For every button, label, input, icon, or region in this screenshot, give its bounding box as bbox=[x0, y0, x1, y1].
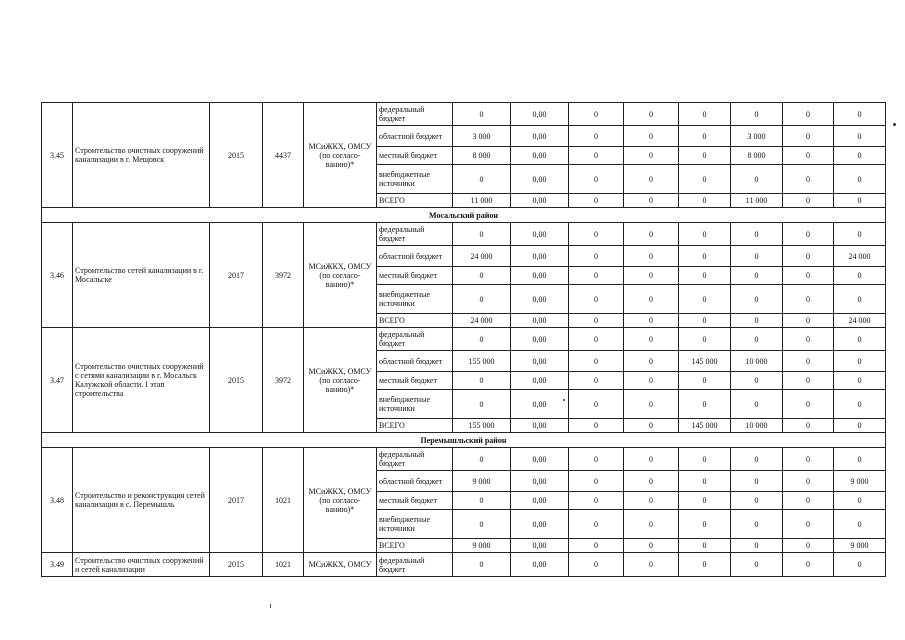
value-cell: 8 000 bbox=[731, 147, 783, 165]
value-cell: 0 bbox=[783, 267, 834, 285]
value-cell: 3 000 bbox=[453, 126, 511, 147]
value-cell: 0,00 bbox=[511, 351, 569, 372]
funding-source: федеральный бюджет bbox=[377, 328, 453, 351]
value-cell: 0 bbox=[624, 553, 679, 577]
value-cell: 0 bbox=[453, 285, 511, 314]
value-cell: 0 bbox=[679, 328, 731, 351]
funding-source: внебюджетные источники bbox=[377, 510, 453, 539]
value-cell: 9 000 bbox=[453, 471, 511, 492]
value-cell: 0 bbox=[569, 492, 624, 510]
value-cell: 0 bbox=[731, 267, 783, 285]
value-cell: 0 bbox=[624, 126, 679, 147]
value-cell: 0 bbox=[783, 165, 834, 194]
value-cell: 0 bbox=[453, 448, 511, 471]
value-cell: 0 bbox=[569, 553, 624, 577]
value-cell: 0 bbox=[569, 246, 624, 267]
value-cell: 0 bbox=[783, 285, 834, 314]
funding-source: федеральный бюджет bbox=[377, 223, 453, 246]
value-cell: 0 bbox=[453, 103, 511, 126]
funding-source: местный бюджет bbox=[377, 267, 453, 285]
project-name: Строительство очистных сооружений и сетей канализации bbox=[73, 553, 210, 577]
value-cell: 0 bbox=[679, 314, 731, 328]
value-cell: 0 bbox=[569, 328, 624, 351]
project-number: 3.47 bbox=[42, 328, 73, 433]
value-cell: 0 bbox=[569, 126, 624, 147]
value-cell: 0 bbox=[569, 448, 624, 471]
funding-source: внебюджетные источники bbox=[377, 390, 453, 419]
value-cell: 145 000 bbox=[679, 351, 731, 372]
value-cell: 0 bbox=[453, 553, 511, 577]
scan-mark bbox=[270, 604, 271, 608]
value-cell: 0 bbox=[834, 351, 886, 372]
value-cell: 0 bbox=[834, 419, 886, 433]
value-cell: 0 bbox=[569, 103, 624, 126]
value-cell: 10 000 bbox=[731, 419, 783, 433]
value-cell: 0,00 bbox=[511, 448, 569, 471]
value-cell: 0 bbox=[731, 285, 783, 314]
value-cell: 0,00 bbox=[511, 539, 569, 553]
value-cell: 24 000 bbox=[834, 246, 886, 267]
project-number: 3.46 bbox=[42, 223, 73, 328]
value-cell: 0 bbox=[624, 285, 679, 314]
funding-source: федеральный бюджет bbox=[377, 553, 453, 577]
value-cell: 0 bbox=[783, 510, 834, 539]
value-cell: 0 bbox=[679, 103, 731, 126]
value-cell: 0,00 bbox=[511, 246, 569, 267]
value-cell: 0 bbox=[834, 510, 886, 539]
project-capacity: 3972 bbox=[263, 328, 304, 433]
value-cell: 0 bbox=[624, 390, 679, 419]
value-cell: 0 bbox=[569, 267, 624, 285]
value-cell: 0,00 bbox=[511, 147, 569, 165]
value-cell: 0 bbox=[731, 553, 783, 577]
value-cell: 0 bbox=[783, 351, 834, 372]
value-cell: 0 bbox=[453, 267, 511, 285]
value-cell: 0 bbox=[624, 471, 679, 492]
value-cell: 0 bbox=[624, 448, 679, 471]
value-cell: 0,00 bbox=[511, 492, 569, 510]
value-cell: 0 bbox=[624, 351, 679, 372]
value-cell: 0 bbox=[834, 328, 886, 351]
responsible-executor: МСиЖКХ, ОМСУ (по согласо-ванию)* bbox=[304, 223, 377, 328]
value-cell: 3 000 bbox=[731, 126, 783, 147]
value-cell: 0 bbox=[679, 390, 731, 419]
value-cell: 0 bbox=[624, 328, 679, 351]
value-cell: 0 bbox=[453, 223, 511, 246]
value-cell: 0 bbox=[731, 314, 783, 328]
table-row bbox=[42, 223, 886, 246]
value-cell: 0 bbox=[834, 285, 886, 314]
value-cell: 0 bbox=[569, 285, 624, 314]
value-cell: 0 bbox=[783, 448, 834, 471]
value-cell: 0 bbox=[569, 194, 624, 208]
value-cell: 155 000 bbox=[453, 351, 511, 372]
value-cell: 0 bbox=[834, 448, 886, 471]
section-row bbox=[42, 433, 886, 448]
project-year: 2015 bbox=[210, 553, 263, 577]
responsible-executor: МСиЖКХ, ОМСУ (по согласо-ванию)* bbox=[304, 448, 377, 553]
value-cell: 145 000 bbox=[679, 419, 731, 433]
table-row bbox=[42, 448, 886, 471]
value-cell: 0 bbox=[679, 267, 731, 285]
value-cell: 9 000 bbox=[834, 539, 886, 553]
value-cell: 0 bbox=[783, 126, 834, 147]
project-name: Строительство и реконструкция сетей канализации в с. Перемышль bbox=[73, 448, 210, 553]
value-cell: 0 bbox=[569, 539, 624, 553]
value-cell: 0,00 bbox=[511, 103, 569, 126]
value-cell: 0,00 bbox=[511, 126, 569, 147]
value-cell: 0 bbox=[731, 372, 783, 390]
value-cell: 0 bbox=[834, 553, 886, 577]
project-year: 2015 bbox=[210, 328, 263, 433]
value-cell: 0 bbox=[624, 510, 679, 539]
value-cell: 0,00 bbox=[511, 194, 569, 208]
value-cell: 0 bbox=[569, 510, 624, 539]
project-capacity: 1021 bbox=[263, 448, 304, 553]
value-cell: 0 bbox=[783, 539, 834, 553]
value-cell: 0 bbox=[834, 492, 886, 510]
funding-source: областной бюджет bbox=[377, 246, 453, 267]
funding-source: ВСЕГО bbox=[377, 314, 453, 328]
responsible-executor: МСиЖКХ, ОМСУ bbox=[304, 553, 377, 577]
value-cell: 0 bbox=[624, 314, 679, 328]
project-capacity: 4437 bbox=[263, 103, 304, 208]
value-cell: 11 000 bbox=[453, 194, 511, 208]
scan-dot bbox=[893, 123, 896, 126]
value-cell: 0 bbox=[453, 510, 511, 539]
value-cell: 0 bbox=[569, 390, 624, 419]
value-cell: 11 000 bbox=[731, 194, 783, 208]
value-cell: 9 000 bbox=[834, 471, 886, 492]
value-cell: 0 bbox=[834, 194, 886, 208]
value-cell: 0 bbox=[731, 492, 783, 510]
value-cell: 0 bbox=[834, 267, 886, 285]
value-cell: 155 000 bbox=[453, 419, 511, 433]
value-cell: 0 bbox=[453, 390, 511, 419]
project-year: 2017 bbox=[210, 223, 263, 328]
project-name: Строительство очистных сооружений с сетями канализации в г. Мосальск Калужской области. I этап строительства bbox=[73, 328, 210, 433]
section-title: Перемышльский район bbox=[42, 433, 886, 448]
value-cell: 0 bbox=[783, 103, 834, 126]
value-cell: 0,00 bbox=[511, 510, 569, 539]
value-cell: 0,00 bbox=[511, 223, 569, 246]
value-cell: 0,00 bbox=[511, 267, 569, 285]
funding-source: внебюджетные источники bbox=[377, 285, 453, 314]
value-cell: 0 bbox=[679, 553, 731, 577]
value-cell: 0 bbox=[453, 492, 511, 510]
funding-source: областной бюджет bbox=[377, 351, 453, 372]
value-cell: 8 000 bbox=[453, 147, 511, 165]
value-cell: 0 bbox=[679, 194, 731, 208]
funding-source: федеральный бюджет bbox=[377, 103, 453, 126]
responsible-executor: МСиЖКХ, ОМСУ (по согласо-ванию)* bbox=[304, 328, 377, 433]
scan-dot bbox=[563, 399, 565, 401]
value-cell: 0 bbox=[731, 165, 783, 194]
value-cell: 0 bbox=[834, 372, 886, 390]
table-row bbox=[42, 103, 886, 126]
value-cell: 0 bbox=[731, 246, 783, 267]
funding-source: областной бюджет bbox=[377, 126, 453, 147]
value-cell: 0 bbox=[569, 165, 624, 194]
value-cell: 0 bbox=[834, 147, 886, 165]
responsible-executor: МСиЖКХ, ОМСУ (по согласо-ванию)* bbox=[304, 103, 377, 208]
value-cell: 0 bbox=[834, 165, 886, 194]
value-cell: 0 bbox=[834, 223, 886, 246]
value-cell: 0 bbox=[783, 419, 834, 433]
value-cell: 0 bbox=[679, 448, 731, 471]
value-cell: 0 bbox=[731, 510, 783, 539]
value-cell: 0 bbox=[679, 492, 731, 510]
value-cell: 0 bbox=[453, 165, 511, 194]
funding-source: ВСЕГО bbox=[377, 539, 453, 553]
value-cell: 0,00 bbox=[511, 390, 569, 419]
project-name: Строительство очистных сооружений канализации в г. Мещовск bbox=[73, 103, 210, 208]
value-cell: 0 bbox=[569, 147, 624, 165]
value-cell: 0 bbox=[834, 390, 886, 419]
value-cell: 0,00 bbox=[511, 328, 569, 351]
value-cell: 0 bbox=[624, 103, 679, 126]
value-cell: 0 bbox=[731, 448, 783, 471]
value-cell: 0 bbox=[679, 126, 731, 147]
section-title: Мосальский район bbox=[42, 208, 886, 223]
value-cell: 0 bbox=[679, 165, 731, 194]
funding-source: ВСЕГО bbox=[377, 419, 453, 433]
value-cell: 0 bbox=[783, 314, 834, 328]
value-cell: 0 bbox=[453, 328, 511, 351]
funding-source: областной бюджет bbox=[377, 471, 453, 492]
value-cell: 0 bbox=[624, 372, 679, 390]
value-cell: 0 bbox=[783, 372, 834, 390]
value-cell: 0 bbox=[624, 165, 679, 194]
value-cell: 10 000 bbox=[731, 351, 783, 372]
project-year: 2015 bbox=[210, 103, 263, 208]
value-cell: 0 bbox=[624, 267, 679, 285]
value-cell: 0 bbox=[569, 372, 624, 390]
value-cell: 0,00 bbox=[511, 372, 569, 390]
value-cell: 0 bbox=[783, 492, 834, 510]
funding-source: ВСЕГО bbox=[377, 194, 453, 208]
value-cell: 0 bbox=[679, 246, 731, 267]
value-cell: 0,00 bbox=[511, 165, 569, 194]
value-cell: 0,00 bbox=[511, 314, 569, 328]
value-cell: 0 bbox=[679, 285, 731, 314]
value-cell: 0 bbox=[679, 539, 731, 553]
project-name: Строительство сетей канализации в г. Мосальске bbox=[73, 223, 210, 328]
value-cell: 0 bbox=[731, 471, 783, 492]
value-cell: 0 bbox=[731, 223, 783, 246]
value-cell: 0 bbox=[731, 390, 783, 419]
value-cell: 0 bbox=[624, 492, 679, 510]
value-cell: 0 bbox=[834, 103, 886, 126]
project-year: 2017 bbox=[210, 448, 263, 553]
value-cell: 0 bbox=[679, 372, 731, 390]
value-cell: 0 bbox=[624, 194, 679, 208]
value-cell: 0,00 bbox=[511, 285, 569, 314]
budget-table bbox=[41, 102, 886, 577]
project-number: 3.45 bbox=[42, 103, 73, 208]
value-cell: 0,00 bbox=[511, 419, 569, 433]
value-cell: 0 bbox=[679, 510, 731, 539]
value-cell: 0 bbox=[569, 314, 624, 328]
value-cell: 0 bbox=[783, 223, 834, 246]
section-row bbox=[42, 208, 886, 223]
value-cell: 0 bbox=[624, 147, 679, 165]
funding-source: федеральный бюджет bbox=[377, 448, 453, 471]
value-cell: 0 bbox=[624, 419, 679, 433]
value-cell: 0 bbox=[783, 390, 834, 419]
funding-source: местный бюджет bbox=[377, 372, 453, 390]
value-cell: 0 bbox=[569, 223, 624, 246]
value-cell: 24 000 bbox=[834, 314, 886, 328]
value-cell: 0 bbox=[783, 147, 834, 165]
value-cell: 0 bbox=[624, 539, 679, 553]
value-cell: 0 bbox=[453, 372, 511, 390]
value-cell: 0 bbox=[783, 471, 834, 492]
value-cell: 0 bbox=[569, 471, 624, 492]
value-cell: 0 bbox=[731, 328, 783, 351]
value-cell: 0 bbox=[624, 246, 679, 267]
value-cell: 0 bbox=[783, 553, 834, 577]
value-cell: 0 bbox=[569, 351, 624, 372]
value-cell: 0 bbox=[624, 223, 679, 246]
value-cell: 0,00 bbox=[511, 553, 569, 577]
value-cell: 0 bbox=[679, 147, 731, 165]
value-cell: 0 bbox=[731, 539, 783, 553]
funding-source: местный бюджет bbox=[377, 492, 453, 510]
value-cell: 9 000 bbox=[453, 539, 511, 553]
value-cell: 0 bbox=[834, 126, 886, 147]
table-row bbox=[42, 553, 886, 577]
project-capacity: 1021 bbox=[263, 553, 304, 577]
value-cell: 0 bbox=[731, 103, 783, 126]
value-cell: 0 bbox=[783, 246, 834, 267]
table-row bbox=[42, 328, 886, 351]
project-number: 3.48 bbox=[42, 448, 73, 553]
value-cell: 0 bbox=[679, 223, 731, 246]
funding-source: местный бюджет bbox=[377, 147, 453, 165]
value-cell: 24 000 bbox=[453, 314, 511, 328]
value-cell: 0 bbox=[679, 471, 731, 492]
project-number: 3.49 bbox=[42, 553, 73, 577]
table-body bbox=[42, 103, 886, 577]
project-capacity: 3972 bbox=[263, 223, 304, 328]
value-cell: 0 bbox=[783, 194, 834, 208]
value-cell: 0 bbox=[569, 419, 624, 433]
value-cell: 0 bbox=[783, 328, 834, 351]
value-cell: 0,00 bbox=[511, 471, 569, 492]
value-cell: 24 000 bbox=[453, 246, 511, 267]
funding-source: внебюджетные источники bbox=[377, 165, 453, 194]
